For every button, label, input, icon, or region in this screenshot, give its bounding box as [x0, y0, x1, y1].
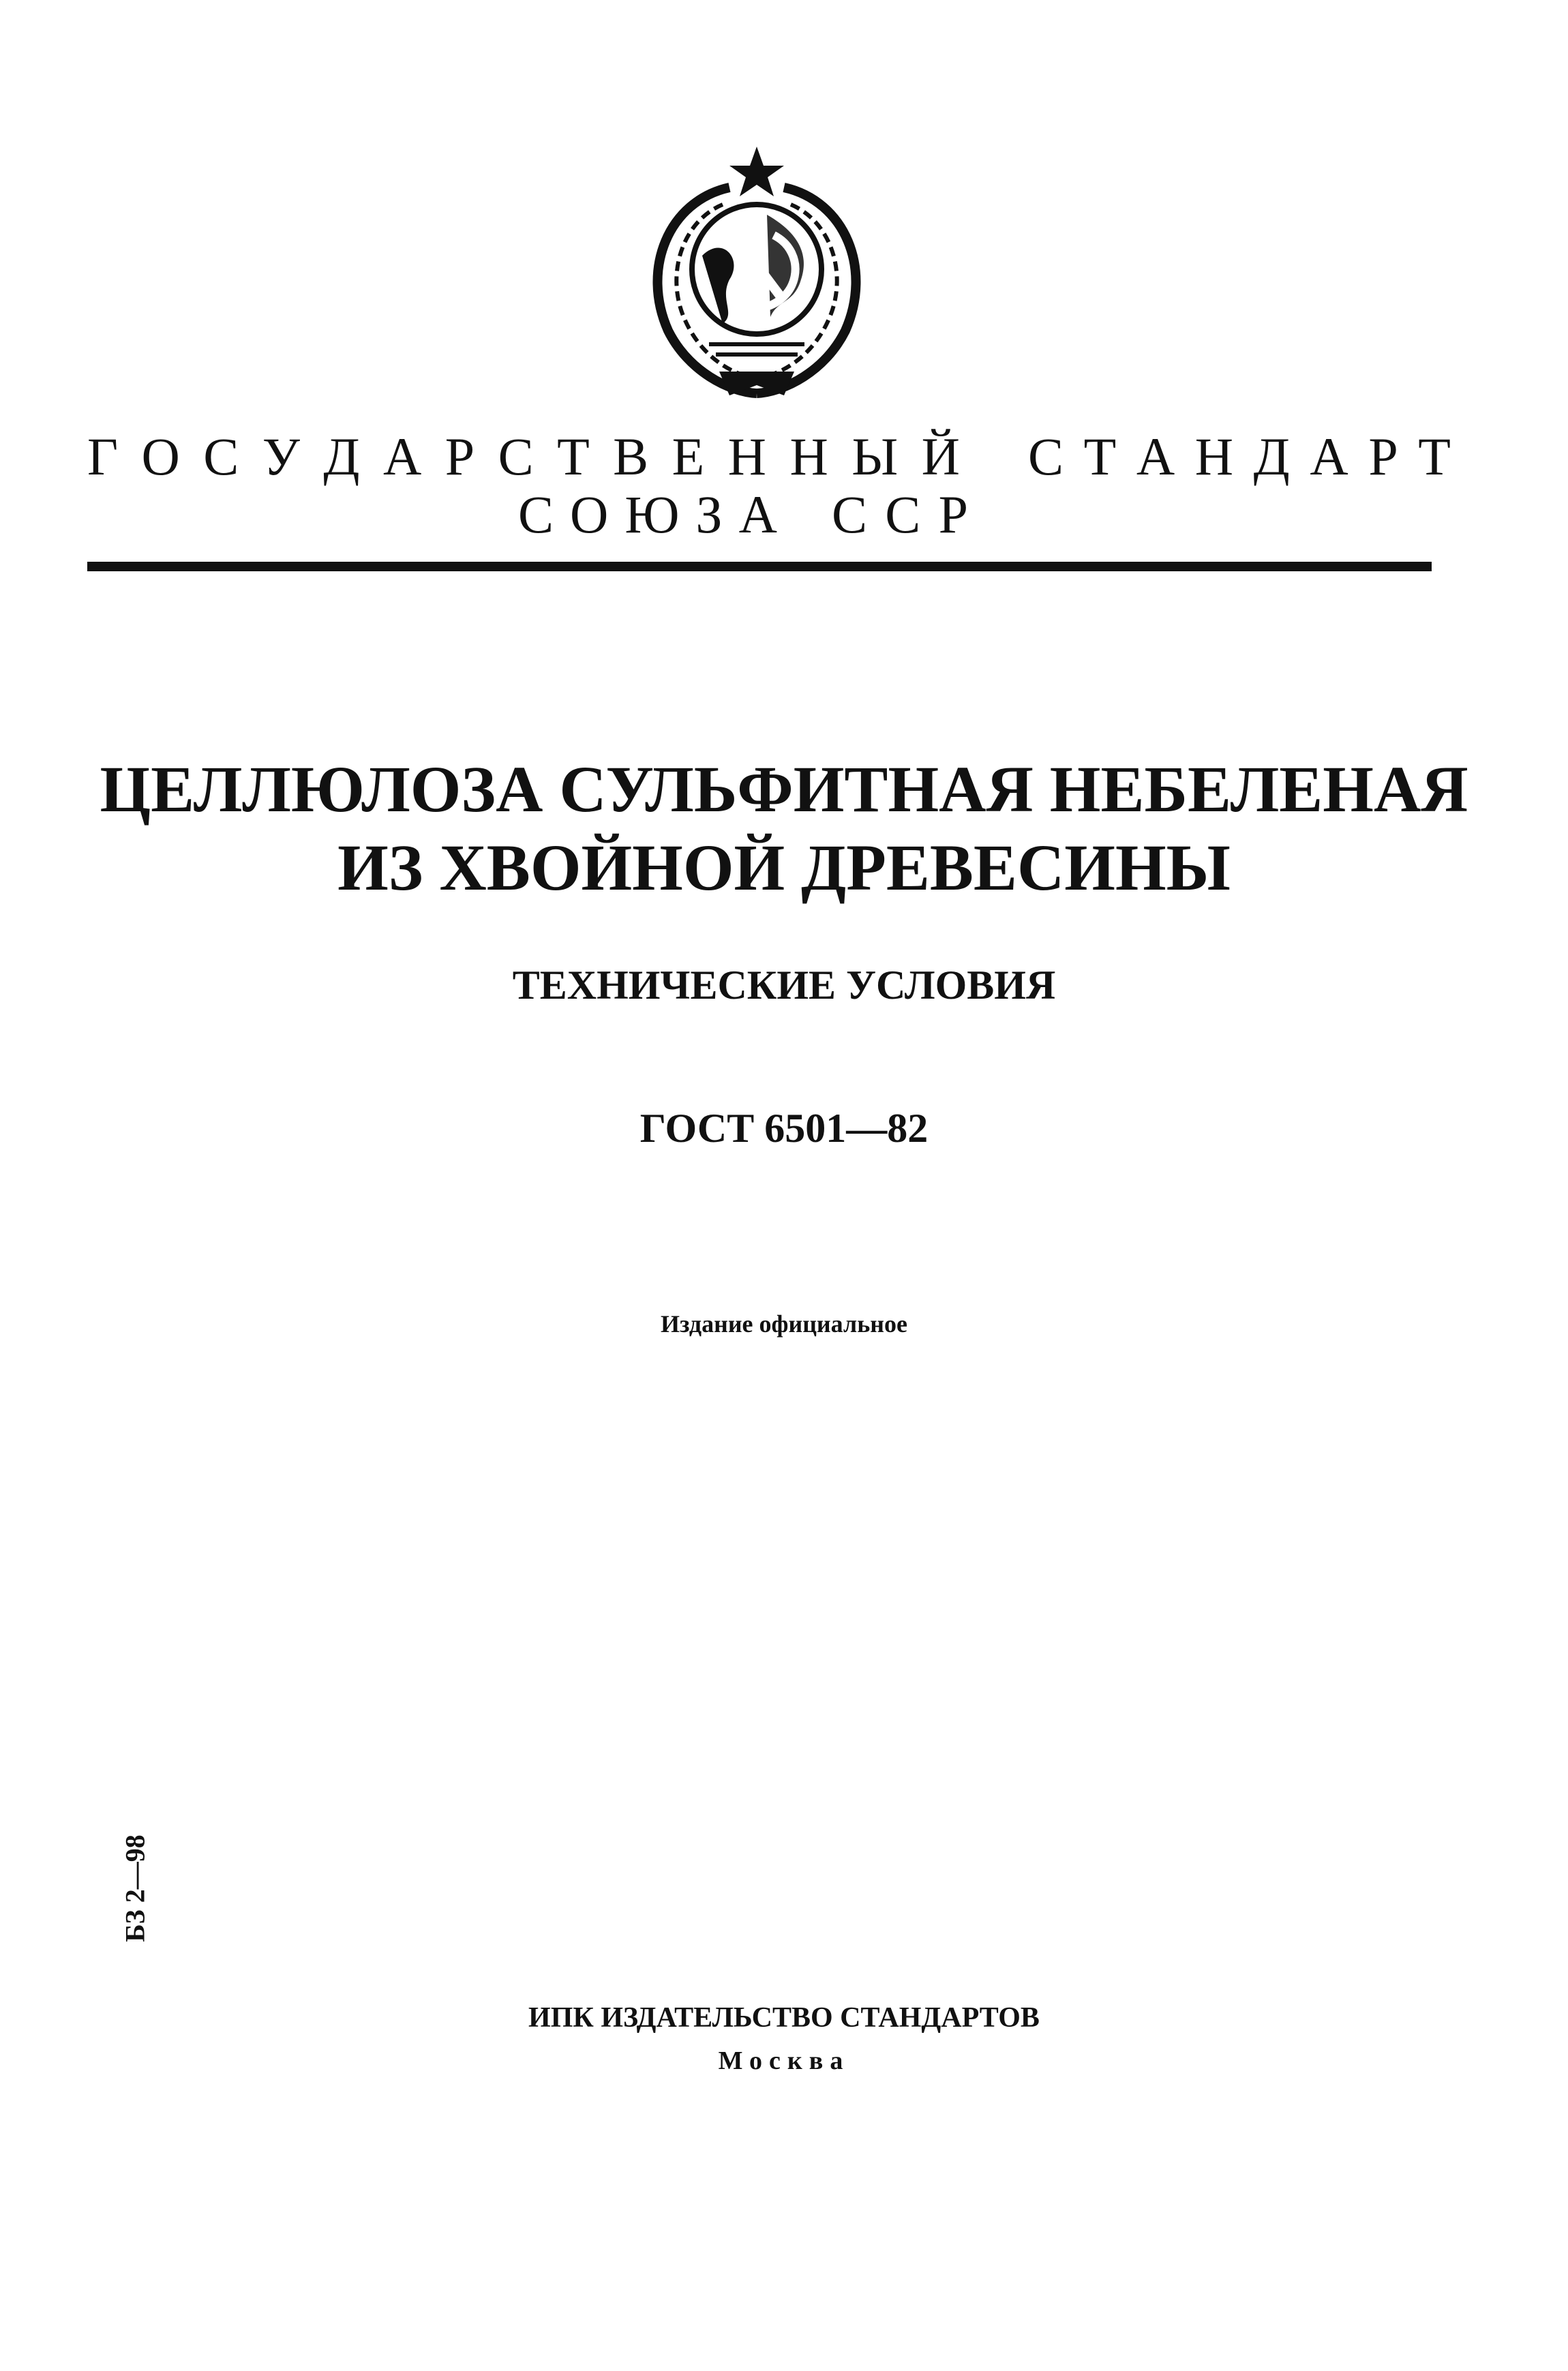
header-letter: У — [262, 427, 300, 486]
header-letter: Г — [87, 427, 119, 486]
header-letter: Р — [938, 485, 968, 544]
document-title-line-2: ИЗ ХВОЙНОЙ ДРЕВЕСИНЫ — [337, 831, 1231, 904]
header-letter: С — [203, 427, 239, 486]
header-letter: С — [1028, 427, 1064, 486]
header-word-standart — [1028, 427, 1451, 486]
header-letter: Н — [727, 427, 767, 486]
header-letter: Т — [1418, 427, 1451, 486]
header-letter: Ы — [851, 427, 899, 486]
header-letter: С — [832, 485, 868, 544]
publisher-name: ИПК ИЗДАТЕЛЬСТВО СТАНДАРТОВ — [528, 2002, 1040, 2034]
header-letter: Н — [1194, 427, 1234, 486]
header-letter: О — [141, 427, 180, 486]
header-letter: О — [570, 485, 609, 544]
header-letter: З — [695, 485, 723, 544]
header-union-ssr — [518, 481, 968, 549]
header-letter: Ю — [624, 485, 680, 544]
publisher-city: Москва — [718, 2047, 850, 2075]
header-letter: Т — [1083, 427, 1117, 486]
header-divider — [87, 562, 1432, 571]
side-code — [101, 1834, 169, 1942]
header-word-soyuza — [518, 485, 777, 544]
header-letter: В — [613, 427, 649, 486]
header-letter: С — [885, 485, 921, 544]
header-letter: А — [383, 427, 422, 486]
side-code-text: БЗ 2—98 — [119, 1834, 151, 1942]
header-word-ssr — [832, 485, 968, 544]
header-letter: А — [738, 485, 777, 544]
document-subtitle: ТЕХНИЧЕСКИЕ УСЛОВИЯ — [512, 963, 1056, 1008]
header-letter: А — [1310, 427, 1348, 486]
header-letter: Р — [1368, 427, 1398, 486]
gost-number: ГОСТ 6501—82 — [639, 1106, 929, 1151]
document-title — [68, 750, 1500, 907]
header-word-gosudarstvenny — [87, 427, 960, 486]
header-letter: Н — [789, 427, 828, 486]
header-letter: Р — [444, 427, 475, 486]
header-letter: Е — [672, 427, 705, 486]
header-letter: С — [518, 485, 554, 544]
header-letter: Й — [921, 427, 960, 486]
document-title-line-1: ЦЕЛЛЮЛОЗА СУЛЬФИТНАЯ НЕБЕЛЕНАЯ — [100, 753, 1468, 826]
ussr-state-emblem-icon — [627, 140, 886, 406]
header-letter: Д — [323, 427, 360, 486]
edition-note: Издание официальное — [661, 1310, 907, 1338]
header-letter: Д — [1253, 427, 1290, 486]
header-letter: А — [1136, 427, 1175, 486]
header-letter: С — [498, 427, 534, 486]
header-letter: Т — [557, 427, 590, 486]
